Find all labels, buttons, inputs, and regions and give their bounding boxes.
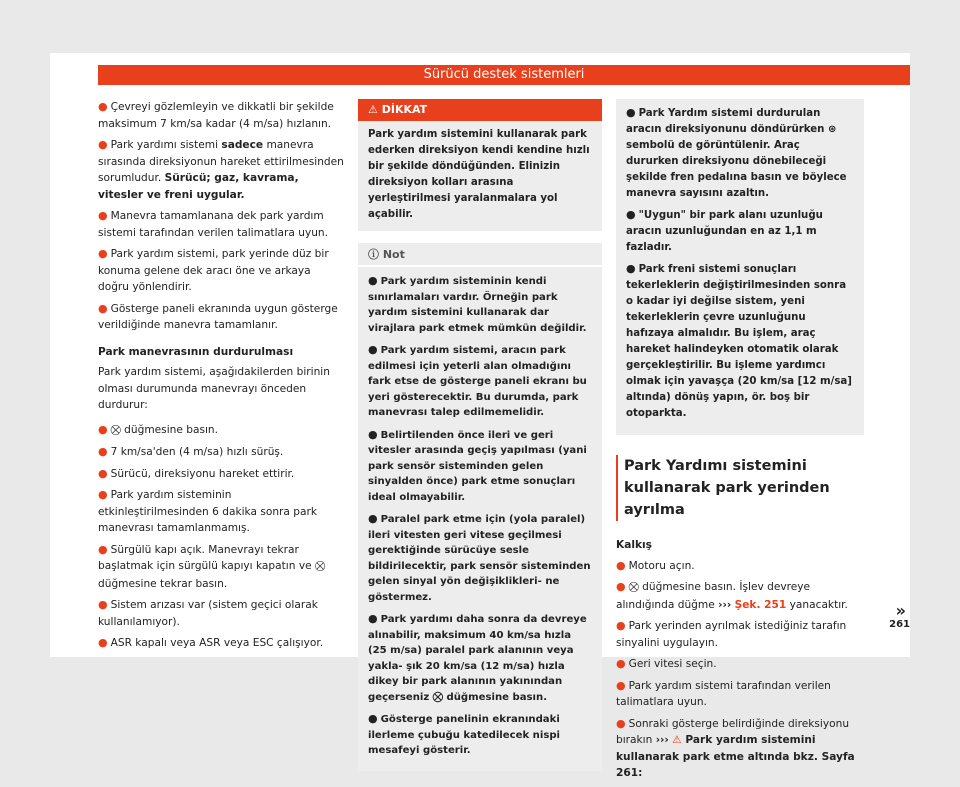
bullet-icon: ● xyxy=(98,598,108,611)
list-item: ● 7 km/sa'den (4 m/sa) hızlı sürüş. xyxy=(98,445,284,458)
bullet-icon: ● xyxy=(616,678,626,692)
paragraph: Park yardım sistemi, aşağıdakilerden birinin olması durumunda manevrayı önceden durdurur: xyxy=(98,366,330,411)
bullet-icon: ● xyxy=(616,619,626,632)
warning-box xyxy=(358,99,602,231)
bullet-icon: ● xyxy=(368,427,378,441)
bullet-icon: ● xyxy=(626,106,636,119)
warning-header: ⚠ DİKKAT xyxy=(358,99,602,121)
steering-wheel-icon: ⊛ xyxy=(827,124,837,135)
bullet-icon: ● xyxy=(98,488,108,501)
bullet-icon: ● xyxy=(98,301,108,315)
section-title: Park Yardımı sistemini kullanarak park yerinden ayrılma xyxy=(616,455,864,521)
bullet-icon: ● xyxy=(626,208,636,221)
list-item: ● ASR kapalı veya ASR veya ESC çalışıyor. xyxy=(98,636,324,649)
column-middle xyxy=(358,99,602,771)
page-title: Sürücü destek sistemleri xyxy=(423,67,585,82)
header-bar xyxy=(98,65,910,85)
list-item: ● Park freni sistemi sonuçları tekerleklerin değiştirilmesinden sonra o kadar iyi değilse sistem, yeni tekerleklerin çevre uzunluğunu hafızaya almalıdır. Bu işlem, araç hareket halindeyken otomatik olarak gerçekleştirilir. Bu işleme yardımcı olmak için yavaşça (20 km/sa [12 m/sa] altında) dönüş yapın, ör. boş bir otoparkta. xyxy=(626,262,852,419)
list-item: ● Park yardım sisteminin kendi sınırlamaları vardır. Örneğin park yardım sistemini kullanarak dar virajlara park etmek mümkün değildir. xyxy=(368,274,587,334)
list-item: ● Park yardım sisteminin etkinleştirilmesinden 6 dakika sonra park manevrası tamamlanmamış. xyxy=(98,488,317,534)
continue-icon: » xyxy=(895,601,906,620)
warning-triangle-icon: ⚠ xyxy=(368,103,378,116)
parking-button-icon: ⛒ xyxy=(110,424,121,436)
warning-triangle-icon: ⚠ xyxy=(672,734,682,746)
parking-button-icon: ⛒ xyxy=(314,561,326,572)
list-item: ● Sistem arızası var (sistem geçici olarak kullanılamıyor). xyxy=(98,598,318,628)
bullet-icon: ● xyxy=(368,612,378,625)
parking-button-icon: ⛒ xyxy=(628,582,639,593)
list-item: ● Gösterge paneli ekranında uygun gösterge verildiğinde manevra tamamlanır. xyxy=(98,301,338,331)
bullet-icon: ● xyxy=(98,247,108,260)
list-item: ● Sonraki gösterge belirdiğinde direksiyonu bırakın ››› ⚠ Park yardım sistemini kullanarak park etme altında bkz. Sayfa 261: xyxy=(616,716,855,779)
bullet-icon: ● xyxy=(98,422,108,436)
section-heading: Park manevrasının durdurulması xyxy=(98,345,294,358)
bullet-icon: ● xyxy=(368,343,378,356)
page-number: 261 xyxy=(889,619,910,630)
note-continuation-box xyxy=(616,99,864,435)
bullet-icon: ● xyxy=(368,274,378,287)
column-left xyxy=(98,99,344,657)
column-right xyxy=(616,99,864,787)
list-item: ● Park Yardım sistemi durdurulan aracın direksiyonunu döndürürken ⊛ sembolü de görüntülenir. Araç dururken direksiyonu dönebileceği şekilde fren pedalına basın ve böylece manevra sayısını azaltın. xyxy=(626,106,847,199)
cross-reference[interactable]: Park yardım sistemini kullanarak park etme altında bkz. Sayfa 261: xyxy=(616,734,855,779)
list-item: ● Geri vitesi seçin. xyxy=(616,657,717,670)
list-item: ● ⛒ düğmesine basın. xyxy=(98,422,219,436)
list-item: ● Sürgülü kapı açık. Manevrayı tekrar başlatmak için sürgülü kapıyı kapatın ve ⛒ düğmesine tekrar basın. xyxy=(98,542,326,590)
list-item: ● Park yardım sistemi, aracın park edilmesi için yeterli alan olmadığını fark etse de gösterge paneli ekranı bu yeri gösterecektir. Bu durumda, park manevrası talep edilmemelidir. xyxy=(368,343,587,418)
list-item: ● Sürücü, direksiyonu hareket ettirir. xyxy=(98,466,295,480)
note-header: ⓘ Not xyxy=(358,243,602,267)
subheading: Kalkış xyxy=(616,539,652,551)
bullet-icon: ● xyxy=(98,636,108,649)
list-item: ● Park yardım sistemi, park yerinde düz bir konuma gelene dek aracı öne ve arkaya doğru yönlendirir. xyxy=(98,247,329,293)
bullet-icon: ● xyxy=(98,209,108,222)
list-item: ● Park yerinden ayrılmak istediğiniz tarafın sinyalini uygulayın. xyxy=(616,619,847,649)
info-icon: ⓘ xyxy=(368,248,379,261)
bullet-icon: ● xyxy=(368,712,378,725)
list-item: ● ⛒ düğmesine basın. İşlev devreye alındığında düğme ››› Şek. 251 yanacaktır. xyxy=(616,580,848,611)
bullet-icon: ● xyxy=(98,138,108,151)
bullet-icon: ● xyxy=(98,100,108,113)
bullet-icon: ● xyxy=(616,716,626,730)
note-box xyxy=(358,243,602,771)
bullet-icon: ● xyxy=(616,657,626,670)
list-item: ● Paralel park etme için (yola paralel) ileri vitesten geri vitese geçilmesi gerektiğinde sürücüye sesle bildirilecektir, park sensör sisteminden gelen sinyal yön değişiklikleri- ne göstermez. xyxy=(368,512,591,603)
list-item: ● Manevra tamamlanana dek park yardım sistemi tarafından verilen talimatlara uyun. xyxy=(98,209,329,239)
bullet-icon: ● xyxy=(616,580,626,593)
bullet-icon: ● xyxy=(98,466,108,480)
list-item: ● Park yardımı sistemi sadece manevra sırasında direksiyonun hareket ettirilmesinden sorumludur. Sürücü; gaz, kavrama, vitesler ve freni uygular. xyxy=(98,138,344,201)
bullet-icon: ● xyxy=(98,445,108,458)
list-item: ● Motoru açın. xyxy=(616,558,695,572)
manual-page xyxy=(50,53,910,779)
bullet-icon: ● xyxy=(368,512,378,525)
figure-link[interactable]: Şek. 251 xyxy=(734,598,787,611)
bullet-icon: ● xyxy=(98,542,108,556)
bullet-icon: ● xyxy=(616,558,626,572)
list-item: ● Gösterge panelinin ekranındaki ilerleme çubuğu katedilecek nispi mesafeyi gösterir. xyxy=(368,712,561,756)
list-item: ● Park yardımı daha sonra da devreye alınabilir, maksimum 40 km/sa hızla (25 m/sa) paralel park alanının veya yakla- şık 20 km/sa (12 m/sa) hızla dikey bir park alanının yakınından geçerseniz ⛒ düğmesine basın. xyxy=(368,612,587,703)
warning-text: Park yardım sistemini kullanarak park ederken direksiyon kendi kendine hızlı bir şekilde döndüğünden. Elinizin direksiyon kolları arasına yerleştirilmesi yaralanmalara yol açabilir. xyxy=(368,129,590,220)
note-body xyxy=(358,267,602,771)
list-item: ● "Uygun" bir park alanı uzunluğu aracın uzunluğundan en az 1,1 m fazladır. xyxy=(626,208,823,253)
bullet-icon: ● xyxy=(626,262,636,275)
list-item: ● Belirtilenden önce ileri ve geri vitesler arasında geçiş yapılması (yani park sensör sisteminden gelen sinyalden önce) park etme sonuçları ideal olmayabilir. xyxy=(368,427,587,503)
parking-button-icon: ⛒ xyxy=(432,691,443,703)
list-item: ● Park yardım sistemi tarafından verilen talimatlara uyun. xyxy=(616,678,831,708)
list-item: ● Çevreyi gözlemleyin ve dikkatli bir şekilde maksimum 7 km/sa kadar (4 m/sa) hızlanın. xyxy=(98,100,334,130)
